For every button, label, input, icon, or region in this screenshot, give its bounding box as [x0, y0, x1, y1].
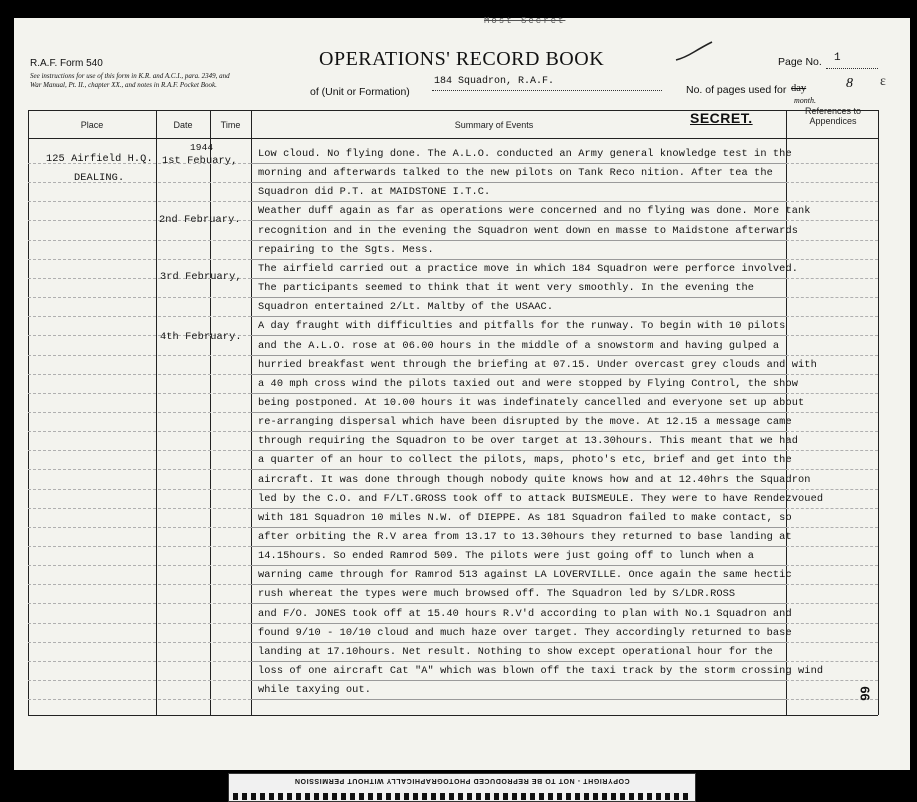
summary-line: loss of one aircraft Cat "A" which was blown off the taxi track by the storm crossing wind — [258, 665, 824, 678]
ruled-line — [251, 584, 786, 585]
ruled-line-left — [28, 240, 251, 241]
ruled-line — [251, 642, 786, 643]
ruled-line-left — [28, 603, 251, 604]
ruled-line-right — [786, 182, 878, 183]
ruled-line-left — [28, 584, 251, 585]
ruled-line-right — [786, 508, 878, 509]
ruled-line — [251, 393, 786, 394]
ruled-line-left — [28, 680, 251, 681]
ruled-line-left — [28, 316, 251, 317]
summary-line: Weather duff again as far as operations were concerned and no flying was done. More tank — [258, 205, 811, 218]
ruled-line-left — [28, 182, 251, 183]
ruled-line-right — [786, 680, 878, 681]
summary-line: after orbiting the R.V area from 13.17 to 13.30hours they returned to base landing at — [258, 531, 792, 543]
summary-line: re-arranging dispersal which have been disrupted by the move. At 12.15 a message came — [258, 416, 792, 429]
record-sheet — [14, 18, 910, 770]
page-number: 1 — [834, 52, 841, 64]
summary-line: landing at 17.10hours. Net result. Nothing to show except operational hour for the — [258, 645, 773, 658]
ruled-line — [251, 412, 786, 413]
copyright-notice: COPYRIGHT - NOT TO BE REPRODUCED PHOTOGRAPHICALLY WITHOUT PERMISSION — [294, 777, 630, 784]
summary-line: The participants seemed to think that it went very smoothly. In the evening the — [258, 282, 755, 295]
ruled-line — [251, 163, 786, 164]
date-2nd-february: 2nd February. — [159, 214, 241, 226]
ruled-line-right — [786, 374, 878, 375]
ruled-line — [251, 489, 786, 490]
ruled-line — [251, 278, 786, 279]
ruled-line-right — [786, 661, 878, 662]
pages-used-month: month. — [794, 96, 816, 105]
ruled-line — [251, 603, 786, 604]
summary-line: Low cloud. No flying done. The A.L.O. conducted an Army general knowledge test in the — [258, 148, 792, 160]
summary-line: 14.15hours. So ended Ramrod 509. The pilots were just going off to lunch when a — [258, 550, 755, 563]
ruled-line — [251, 450, 786, 451]
column-header-summary: Summary of Events — [454, 120, 534, 130]
column-header-time: Time — [220, 120, 241, 130]
ruled-line-right — [786, 297, 878, 298]
summary-line: hurried breakfast went through the briefing at 07.15. Under overcast grey clouds and with — [258, 358, 817, 371]
summary-line: while taxying out. — [258, 684, 372, 697]
ruled-line-right — [786, 259, 878, 260]
ruled-line — [251, 527, 786, 528]
date-year: 1944 — [190, 142, 214, 153]
summary-line: aircraft. It was done through though nobody quite knows how and at 12.40hrs the Squadron — [258, 473, 811, 486]
ruled-line — [251, 259, 786, 260]
check-mark-icon — [674, 40, 714, 66]
ruled-line-right — [786, 163, 878, 164]
ruled-line-right — [786, 240, 878, 241]
pages-used-value: 8 — [846, 76, 853, 91]
ruled-line-left — [28, 489, 251, 490]
pages-used-label: No. of pages used for — [686, 84, 787, 96]
ruled-line-right — [786, 642, 878, 643]
ruled-line-left — [28, 623, 251, 624]
ruled-line — [251, 316, 786, 317]
ruled-line-left — [28, 565, 251, 566]
ruled-line — [251, 431, 786, 432]
ruled-line-right — [786, 450, 878, 451]
ruled-line-left — [28, 699, 251, 700]
ruled-line — [251, 565, 786, 566]
ruled-line-left — [28, 355, 251, 356]
column-header-date: Date — [173, 120, 193, 130]
ruled-line — [251, 220, 786, 221]
ruled-line-left — [28, 431, 251, 432]
ruled-line-right — [786, 393, 878, 394]
ruled-line — [251, 680, 786, 681]
ruled-line — [251, 661, 786, 662]
summary-line: rush whereat the types were much browsed off. The Squadron led by S/LDR.ROSS — [258, 588, 736, 601]
ruled-line-right — [786, 469, 878, 470]
ruled-line-right — [786, 623, 878, 624]
summary-line: recognition and in the evening the Squadron went down en masse to Maidstone afterwards — [258, 224, 799, 237]
date-1st-february: 1st Febuary, — [162, 155, 238, 167]
ruled-line-right — [786, 527, 878, 528]
ruled-line-right — [786, 412, 878, 413]
unit-name: 184 Squadron, R.A.F. — [434, 76, 555, 87]
ruled-line — [251, 508, 786, 509]
copyright-strip — [228, 773, 696, 802]
ruled-line-left — [28, 259, 251, 260]
place-line-1: 125 Airfield H.Q. — [46, 153, 153, 165]
summary-line: warning came through for Ramrod 513 against LA LOVERVILLE. Once again the same hectic — [258, 569, 792, 582]
summary-line: and F/O. JONES took off at 15.40 hours R.V'd according to plan with No.1 Squadron and — [258, 607, 792, 620]
ruled-line-right — [786, 355, 878, 356]
secret-marking: SECRET. — [690, 110, 753, 126]
ruled-line-left — [28, 661, 251, 662]
ruled-line-right — [786, 220, 878, 221]
ruled-line-left — [28, 374, 251, 375]
ruled-line — [251, 240, 786, 241]
summary-line: being postponed. At 10.00 hours it was indefinately cancelled and everyone set up about — [258, 396, 805, 409]
ruled-line-left — [28, 297, 251, 298]
summary-line: repairing to the Sgts. Mess. — [258, 243, 434, 256]
ruled-line-right — [786, 584, 878, 585]
unit-label: of (Unit or Formation) — [310, 86, 410, 98]
ruled-line — [251, 699, 786, 700]
summary-line: Squadron entertained 2/Lt. Maltby of the USAAC. — [258, 301, 554, 314]
classification-stamp: Most Secret — [484, 16, 566, 26]
form-instructions: See instructions for use of this form in K.R. and A.C.I., para. 2349, and War Manual, Pt. II., chapter XX., and notes in R.A.F. Pocket Book. — [30, 72, 230, 89]
page-title: OPERATIONS' RECORD BOOK — [319, 48, 605, 70]
summary-line: Squadron did P.T. at MAIDSTONE I.T.C. — [258, 186, 491, 199]
pages-crossed-word: day — [791, 83, 807, 94]
ruled-line-left — [28, 450, 251, 451]
ruled-line-right — [786, 316, 878, 317]
ruled-line — [251, 201, 786, 202]
ruled-line-left — [28, 201, 251, 202]
page-number-label: Page No. — [778, 56, 822, 68]
ruled-line — [251, 374, 786, 375]
ruled-line — [251, 355, 786, 356]
summary-line: a 40 mph cross wind the pilots taxied out and were stopped by Flying Control, the show — [258, 377, 799, 390]
summary-line: and the A.L.O. rose at 06.00 hours in the middle of a snowstorm and having gulped a — [258, 339, 780, 352]
ruled-line-left — [28, 508, 251, 509]
ruled-line — [251, 182, 786, 183]
ruled-line — [251, 469, 786, 470]
form-number: R.A.F. Form 540 — [30, 58, 103, 69]
ruled-line-left — [28, 412, 251, 413]
ruled-line-left — [28, 469, 251, 470]
ruled-line-right — [786, 489, 878, 490]
date-3rd-february: 3rd February, — [160, 271, 242, 283]
column-header-place: Place — [80, 120, 104, 130]
summary-line: A day fraught with difficulties and pitfalls for the runway. To begin with 10 pilots — [258, 320, 786, 333]
column-header-references: References to Appendices — [804, 106, 862, 126]
ruled-line-left — [28, 393, 251, 394]
summary-line: morning and afterwards talked to the new pilots on Tank Reco nition. After tea the — [258, 167, 773, 180]
summary-line: a quarter of an hour to collect the pilots, maps, photo's etc, brief and get into the — [258, 454, 792, 467]
date-4th-february: 4th February. — [160, 331, 242, 343]
summary-line: The airfield carried out a practice move in which 184 Squadron were perforce involved. — [258, 262, 799, 275]
summary-line: found 9/10 - 10/10 cloud and much haze over target. They accordingly returned to base — [258, 626, 792, 639]
ruled-line — [251, 335, 786, 336]
ruled-line-right — [786, 565, 878, 566]
ruled-line-right — [786, 278, 878, 279]
ruled-line-left — [28, 546, 251, 547]
margin-scribble: ε — [880, 74, 886, 89]
ruled-line — [251, 623, 786, 624]
ruled-line-right — [786, 546, 878, 547]
ruled-line-left — [28, 642, 251, 643]
ruled-line-right — [786, 201, 878, 202]
ruled-line — [251, 297, 786, 298]
ruled-line-right — [786, 431, 878, 432]
ruled-line — [251, 546, 786, 547]
ruled-line-left — [28, 527, 251, 528]
summary-line: through requiring the Squadron to be over target at 13.30hours. This meant that we had — [258, 435, 799, 448]
summary-line: with 181 Squadron 10 miles N.W. of DIEPPE. As 181 Squadron failed to make contact, so — [258, 511, 792, 524]
margin-page-number: 66 — [857, 686, 873, 701]
ruled-line-right — [786, 335, 878, 336]
summary-line: led by the C.O. and F/LT.GROSS took off to attack BUISMEULE. They were to have Rendezvoued — [258, 492, 824, 505]
ruled-line-right — [786, 603, 878, 604]
place-line-2: DEALING. — [74, 172, 125, 184]
